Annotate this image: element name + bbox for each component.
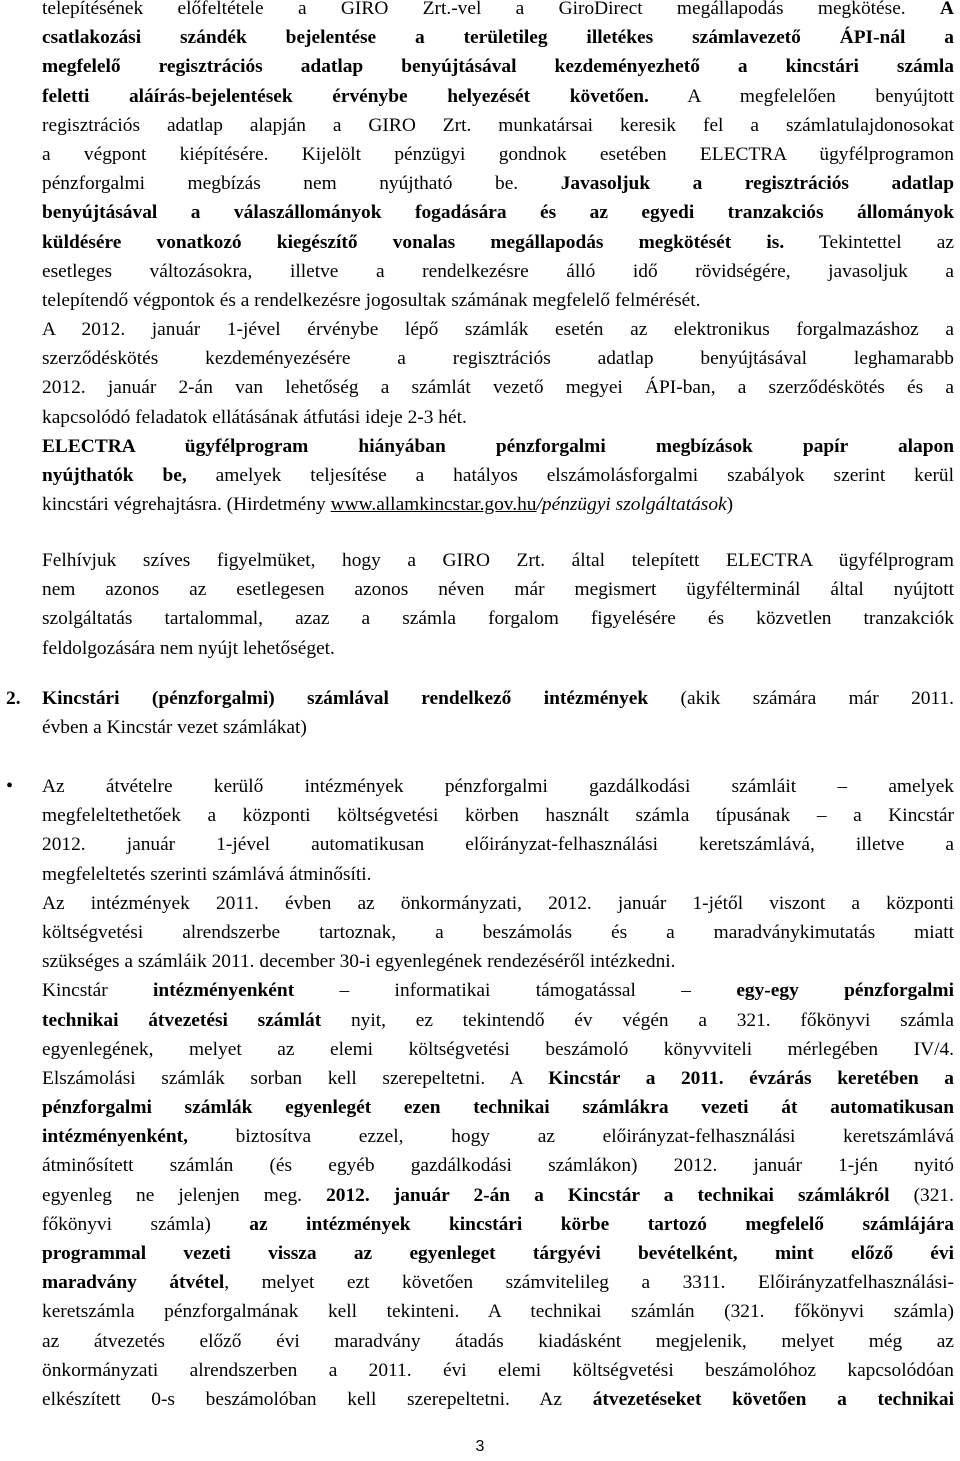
text-line: évben a Kincstár vezet számlákat) [42, 717, 307, 739]
text-line: feletti aláírás-bejelentések érvénybe helyezését követően. A megfelelően benyújtott [42, 85, 954, 107]
page-number: 3 [475, 1438, 485, 1455]
text-line: Az intézmények 2011. évben az önkormányzati, 2012. január 1-jétől viszont a központi [42, 892, 954, 914]
text-line: megfeleltethetőek a központi költségvetési körben használt számla típusának – a Kincstár [42, 805, 954, 827]
text-line: főkönyvi számla) az intézmények kincstári körbe tartozó megfelelő számlájára [42, 1213, 954, 1235]
text-line: küldésére vonatkozó kiegészítő vonalas megállapodás megkötését is. Tekintettel az [42, 231, 954, 253]
text-line: Kincstári (pénzforgalmi) számlával rendelkező intézmények (akik számára már 2011. [42, 688, 954, 709]
text-line: technikai átvezetési számlát nyit, ez tekintendő év végén a 321. főkönyvi számla [42, 1009, 954, 1031]
text-line: maradvány átvétel, melyet ezt követően számvitelileg a 3311. Előirányzatfelhasználási- [42, 1272, 954, 1294]
text-line: pénzforgalmi megbízás nem nyújtható be. Javasoljuk a regisztrációs adatlap [42, 173, 954, 195]
text-line: az átvezetés előző évi maradvány átadás kiadásként megjelenik, melyet még az [42, 1330, 954, 1352]
text-line: esetleges változásokra, illetve a rendelkezésre álló idő rövidségére, javasoljuk a [42, 260, 954, 282]
text-line: keretszámla pénzforgalmának kell tekinteni. A technikai számlán (321. főkönyvi számla) [42, 1301, 954, 1323]
section-number: 2. [6, 688, 21, 709]
text-line: benyújtásával a válaszállományok fogadására és az egyedi tranzakciós állományok [42, 202, 954, 224]
text-line: 2012. január 1-jével automatikusan előirányzat-felhasználási keretszámlává, illetve a [42, 834, 954, 856]
text-line: átminősített számlán (és egyéb gazdálkodási számlákon) 2012. január 1-jén nyitó [42, 1155, 954, 1177]
text-line: kapcsolódó feladatok ellátásának átfutási ideje 2-3 hét. [42, 406, 467, 428]
text-line: egyenleg ne jelenjen meg. 2012. január 2-án a Kincstár a technikai számlákról (321. [42, 1184, 954, 1206]
text-line: programmal vezeti vissza az egyenleget tárgyévi bevételként, mint előző évi [42, 1243, 954, 1264]
text-line: pénzforgalmi számlák egyenlegét ezen technikai számlákra vezeti át automatikusan [42, 1097, 954, 1119]
text-line: költségvetési alrendszerbe tartoznak, a beszámolás és a maradványkimutatás miatt [42, 921, 954, 943]
text-line: telepítendő végpontok és a rendelkezésre jogosultak számának megfelelő felmérését. [42, 289, 701, 311]
text-line: elkészített 0-s beszámolóban kell szerepeltetni. Az átvezetéseket követően a technikai [42, 1388, 954, 1410]
text-line: egyenlegének, melyet az elemi költségvetési beszámoló könyvviteli mérlegében IV/4. [42, 1038, 954, 1060]
text-line: kincstári végrehajtásra. (Hirdetmény www.allamkincstar.gov.hu/pénzügyi szolgáltatások) [42, 494, 734, 516]
text-line: csatlakozási szándék bejelentése a területileg illetékes számlavezető ÁPI-nál a [42, 27, 954, 49]
text-line: nyújthatók be, amelyek teljesítése a hatályos elszámolásforgalmi szabályok szerint kerül [42, 465, 954, 486]
text-line: Az átvételre kerülő intézmények pénzforgalmi gazdálkodási számláit – amelyek [42, 776, 954, 797]
text-line: 2012. január 2-án van lehetőség a számlát vezető megyei ÁPI-ban, a szerződéskötés és a [42, 377, 954, 399]
text-line: önkormányzati alrendszerben a 2011. évi elemi költségvetési beszámolóhoz kapcsolódóan [42, 1359, 954, 1381]
text-line: megfeleltetés szerinti számlává átminősíti. [42, 863, 372, 885]
text-line: intézményenként, biztosítva ezzel, hogy az előirányzat-felhasználási keretszámlává [42, 1126, 954, 1148]
text-line: szerződéskötés kezdeményezésére a regisztrációs adatlap benyújtásával leghamarabb [42, 348, 954, 370]
text-line: ELECTRA ügyfélprogram hiányában pénzforgalmi megbízások papír alapon [42, 435, 954, 457]
text-line: a végpont kiépítésére. Kijelölt pénzügyi gondnok esetében ELECTRA ügyfélprogramon [42, 143, 954, 165]
website-link[interactable]: www.allamkincstar.gov.hu [330, 494, 537, 516]
text-line: nem azonos az esetlegesen azonos néven már megismert ügyfélterminál által nyújtott [42, 579, 954, 601]
text-line: szükséges a számláik 2011. december 30-i egyenlegének rendezéséről intézkedni. [42, 951, 676, 973]
text-line: A 2012. január 1-jével érvénybe lépő számlák esetén az elektronikus forgalmazáshoz a [42, 319, 954, 341]
text-line: Kincstár intézményenként – informatikai támogatással – egy-egy pénzforgalmi [42, 980, 954, 1002]
text-line: szolgáltatás tartalommal, azaz a számla forgalom figyelésére és közvetlen tranzakciók [42, 608, 954, 630]
text-line: Elszámolási számlák sorban kell szerepeltetni. A Kincstár a 2011. évzárás keretében a [42, 1067, 954, 1089]
paragraph-electra-registration [42, 0, 954, 519]
text-line: megfelelő regisztrációs adatlap benyújtásával kezdeményezhető a kincstári számla [42, 56, 954, 78]
text-line: feldolgozására nem nyújt lehetőséget. [42, 637, 335, 659]
text-line: Felhívjuk szíves figyelmüket, hogy a GIRO Zrt. által telepített ELECTRA ügyfélprogram [42, 550, 954, 571]
text-line: telepítésének előfeltétele a GIRO Zrt.-vel a GiroDirect megállapodás megkötése. A [42, 0, 954, 19]
text-line: regisztrációs adatlap alapján a GIRO Zrt. munkatársai keresik fel a számlatulajdonosokat [42, 114, 954, 136]
paragraph-electra-notice [42, 546, 954, 663]
bullet-icon: • [6, 775, 14, 797]
